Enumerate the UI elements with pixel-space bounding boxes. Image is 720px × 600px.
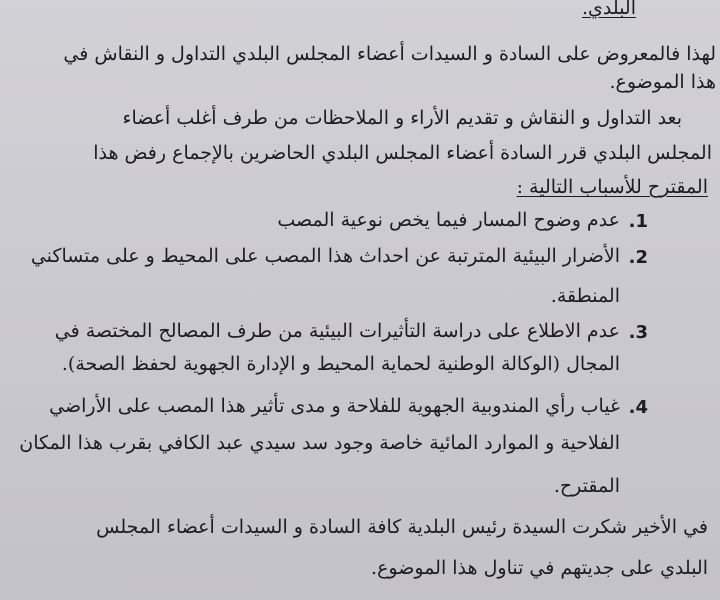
list-item-4-line-1: غياب رأي المندوبية الجهوية للفلاحة و مدى تأثير هذا المصب على الأراضي — [49, 395, 620, 417]
list-item-4-line-3: المقترح. — [553, 475, 620, 497]
paragraph-proposal-line-2: هذا الموضوع. — [609, 71, 716, 93]
list-item-2-line-1: الأضرار البيئية المترتبة عن احداث هذا المصب على المحيط و على متساكني — [30, 245, 620, 267]
paragraph-closing-line-2: البلدي على جديتهم في تناول هذا الموضوع. — [371, 557, 708, 579]
list-number-2: 2. — [628, 247, 648, 268]
paragraph-decision-line-3: المقترح للأسباب التالية : — [516, 176, 708, 198]
list-item-3-line-2: المجال (الوكالة الوطنية لحماية المحيط و الإدارة الجهوية لحفظ الصحة). — [61, 353, 620, 375]
list-number-4: 4. — [628, 397, 648, 418]
list-item-1: عدم وضوح المسار فيما يخص نوعية المصب — [277, 209, 620, 231]
text-line-continuation: البلدي. — [582, 0, 636, 19]
list-item-3-line-1: عدم الاطلاع على دراسة التأثيرات البيئية من طرف المصالح المختصة في — [54, 320, 620, 342]
paragraph-decision-line-2: المجلس البلدي قرر السادة أعضاء المجلس البلدي الحاضرين بالإجماع رفض هذا — [93, 142, 712, 164]
list-number-1: 1. — [628, 211, 648, 232]
paragraph-proposal-line-1: لهذا فالمعروض على السادة و السيدات أعضاء المجلس البلدي التداول و النقاش في — [63, 43, 716, 65]
list-item-2-line-2: المنطقة. — [550, 285, 620, 307]
paragraph-closing-line-1: في الأخير شكرت السيدة رئيس البلدية كافة السادة و السيدات أعضاء المجلس — [96, 516, 708, 538]
list-item-4-line-2: الفلاحية و الموارد المائية خاصة وجود سد سيدي عبد الكافي بقرب هذا المكان — [19, 432, 620, 454]
paragraph-decision-line-1: بعد التداول و النقاش و تقديم الأراء و الملاحظات من طرف أغلب أعضاء — [122, 107, 682, 129]
list-number-3: 3. — [628, 322, 648, 343]
